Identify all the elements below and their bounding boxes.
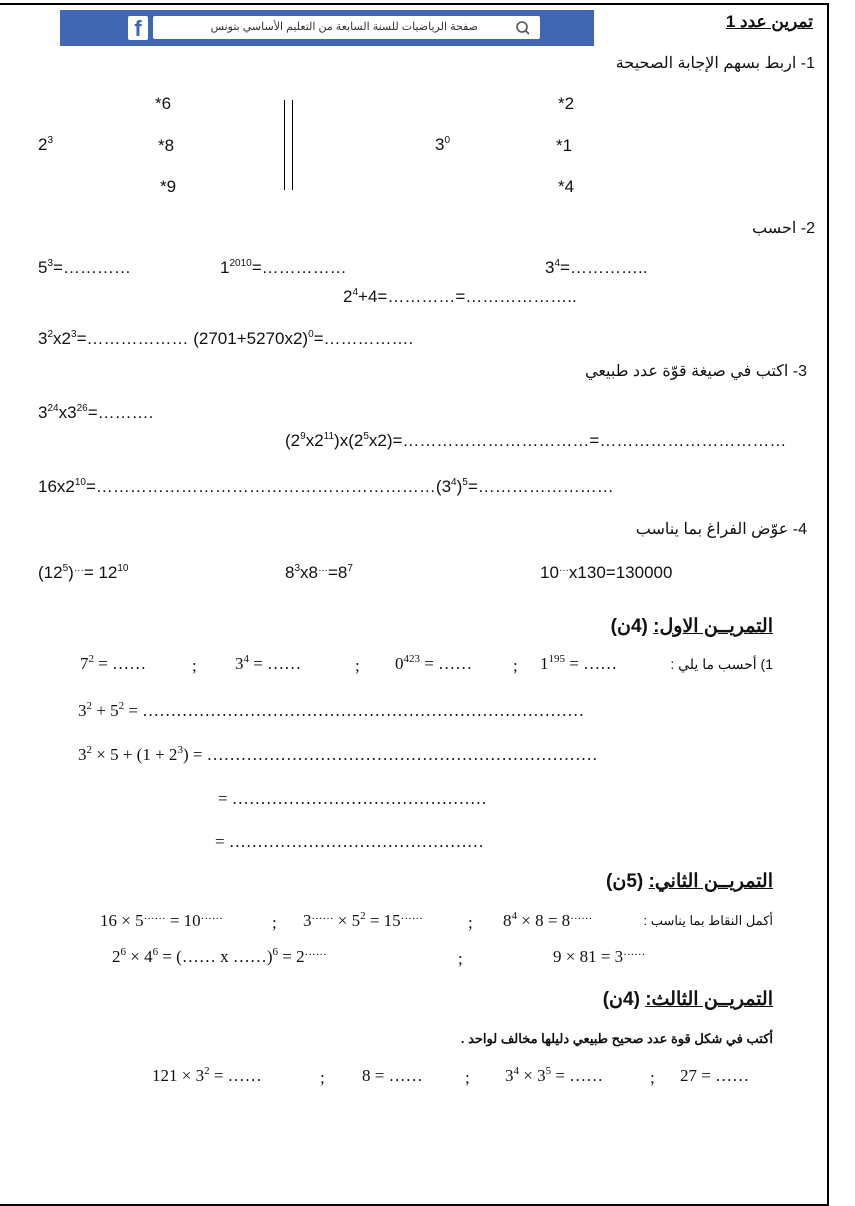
exponent: 4 bbox=[513, 1065, 519, 1077]
exponent: 24 bbox=[47, 403, 59, 414]
expression-text: 7 bbox=[80, 654, 89, 673]
q4-label: 4- عوّض الفراغ بما يناسب bbox=[635, 521, 807, 538]
exponent: 11 bbox=[323, 431, 335, 442]
expression-text: = …… bbox=[420, 654, 473, 673]
expression-text: 3 bbox=[545, 258, 555, 277]
exponent: 5 bbox=[545, 1065, 552, 1077]
worksheet-title: تمرين عدد 1 bbox=[725, 12, 813, 31]
exponent: 5 bbox=[62, 563, 69, 574]
exercise1-heading-points: (4ن) bbox=[610, 616, 654, 637]
exponent: 10 bbox=[74, 477, 86, 488]
expression-text: 3 bbox=[38, 329, 48, 348]
exponent: … bbox=[318, 563, 328, 574]
expression-text: x3 bbox=[58, 403, 77, 422]
exponent: 4 bbox=[243, 653, 249, 665]
exponent: 195 bbox=[548, 653, 565, 665]
q1-left-choice: *9 bbox=[160, 177, 177, 196]
exponent: 2 bbox=[86, 700, 92, 712]
q1-right-choice: *4 bbox=[558, 177, 575, 196]
exponent: 0 bbox=[444, 135, 451, 146]
q4-expression bbox=[540, 563, 672, 583]
expression-text: 1 bbox=[540, 654, 549, 673]
expression-text: ) bbox=[68, 563, 74, 582]
expression-text: 8 = …… bbox=[362, 1066, 423, 1085]
exponent: 3 bbox=[177, 744, 183, 756]
expression-text: =8 bbox=[328, 563, 348, 582]
expression-text: 0 bbox=[395, 654, 404, 673]
expression-text: x8 bbox=[300, 563, 318, 582]
expression-text: 3 bbox=[435, 135, 445, 154]
ex3-expression bbox=[505, 1066, 603, 1086]
exponent: 3 bbox=[47, 135, 54, 146]
expression-text: = (…… x ……) bbox=[158, 947, 273, 966]
expression-text: ) = …………………………………………………………… bbox=[182, 745, 598, 764]
exponent: 2 bbox=[118, 700, 125, 712]
ex1-expression bbox=[218, 789, 487, 809]
divider-line bbox=[284, 100, 285, 190]
expression-text: + 5 bbox=[92, 701, 119, 720]
ex1-expression bbox=[78, 701, 584, 721]
ex1-expression bbox=[395, 654, 472, 674]
ex1-expression bbox=[78, 745, 598, 765]
separator: ; bbox=[272, 913, 277, 932]
q1-right-choice: *1 bbox=[556, 136, 573, 155]
expression-text: (12 bbox=[38, 563, 63, 582]
expression-text: = …… bbox=[209, 1066, 262, 1085]
expression-text: = 10 bbox=[165, 911, 201, 930]
exponent: 2 bbox=[360, 910, 366, 922]
expression-text: ) bbox=[456, 477, 463, 496]
facebook-banner[interactable] bbox=[60, 10, 594, 46]
expression-text: = 2 bbox=[278, 947, 305, 966]
expression-text: =……………… (2701+5270x2) bbox=[76, 329, 309, 348]
exponent: … bbox=[558, 563, 569, 574]
expression-text: × 4 bbox=[126, 947, 153, 966]
expression-text: 1 bbox=[220, 258, 230, 277]
exponent: 2 bbox=[204, 1065, 210, 1077]
exponent: 3 bbox=[47, 258, 54, 269]
exponent: 2010 bbox=[229, 258, 252, 269]
exponent: 2 bbox=[88, 653, 94, 665]
q1-left-choice: *6 bbox=[155, 94, 172, 113]
exponent: 4 bbox=[451, 477, 457, 488]
ex1-expression bbox=[215, 832, 484, 852]
q1-right-choice: *2 bbox=[558, 94, 575, 113]
exponent: 3 bbox=[294, 563, 301, 574]
exponent: 2 bbox=[47, 329, 54, 340]
exponent: …… bbox=[200, 910, 223, 922]
expression-text: = 15 bbox=[365, 911, 401, 930]
exercise3-heading-title: التمريــن الثالث: bbox=[645, 989, 773, 1010]
exponent: 6 bbox=[120, 946, 126, 958]
exercise2-instruction: أكمل النقاط بما يناسب : bbox=[643, 913, 773, 928]
exponent: 6 bbox=[152, 946, 159, 958]
q2-expression bbox=[343, 287, 577, 307]
separator: ; bbox=[192, 656, 197, 675]
expression-text: = …………………………………………………………………… bbox=[124, 701, 585, 720]
exercise2-heading-title: التمريــن الثاني: bbox=[648, 871, 773, 892]
q1-label: 1- اربط بسهم الإجابة الصحيحة bbox=[615, 55, 815, 72]
expression-text: = 12 bbox=[83, 563, 118, 582]
expression-text: 3 bbox=[303, 911, 312, 930]
search-icon bbox=[514, 19, 532, 37]
exponent: 5 bbox=[462, 477, 468, 488]
facebook-search-box[interactable] bbox=[153, 16, 540, 39]
expression-text: = …… bbox=[249, 654, 302, 673]
q1-left-expression bbox=[38, 135, 53, 155]
expression-text: 2 bbox=[112, 947, 121, 966]
ex3-expression bbox=[362, 1066, 423, 1086]
exponent: 423 bbox=[403, 653, 420, 665]
exponent: …… bbox=[400, 910, 423, 922]
q2-label: 2- احسب bbox=[752, 220, 815, 237]
exponent: 26 bbox=[76, 403, 88, 414]
q4-expression bbox=[285, 563, 353, 583]
expression-text: )x(2 bbox=[334, 431, 364, 450]
exponent: 9 bbox=[300, 431, 306, 442]
expression-text: 3 bbox=[505, 1066, 514, 1085]
expression-text: =………….. bbox=[560, 258, 648, 277]
exercise1-heading-title: التمريــن الاول: bbox=[653, 616, 773, 637]
exponent: 6 bbox=[272, 946, 279, 958]
exponent: …… bbox=[570, 910, 593, 922]
exercise2-heading-points: (5ن) bbox=[606, 871, 649, 892]
ex2-expression bbox=[503, 911, 592, 931]
expression-text: = …… bbox=[551, 1066, 604, 1085]
expression-text: × 8 = 8 bbox=[517, 911, 571, 930]
expression-text: x2)=……………………………=…………………………… bbox=[368, 431, 787, 450]
expression-text: (2 bbox=[285, 431, 301, 450]
ex1-expression bbox=[540, 654, 617, 674]
exponent: …… bbox=[623, 946, 646, 958]
expression-text: =……………………………………………………(3 bbox=[86, 477, 452, 496]
q2-expression bbox=[38, 258, 131, 278]
exercise2-heading bbox=[606, 870, 773, 893]
expression-text: x2 bbox=[305, 431, 324, 450]
exponent: 4 bbox=[554, 258, 561, 269]
exponent: 7 bbox=[347, 563, 353, 574]
expression-text: = ……………………………………… bbox=[218, 789, 487, 808]
expression-text: x2 bbox=[53, 329, 71, 348]
exercise1-instruction: 1) أحسب ما يلي : bbox=[670, 656, 773, 672]
exponent: 3 bbox=[71, 329, 77, 340]
q2-expression bbox=[38, 329, 413, 349]
page-border bbox=[0, 3, 829, 1206]
expression-text: 3 bbox=[235, 654, 244, 673]
expression-text: 121 × 3 bbox=[152, 1066, 205, 1085]
expression-text: 3 bbox=[78, 701, 87, 720]
expression-text: =…………………… bbox=[467, 477, 614, 496]
ex1-expression bbox=[80, 654, 146, 674]
q4-expression bbox=[38, 563, 129, 583]
ex2-expression bbox=[100, 911, 223, 931]
q3-expression bbox=[285, 431, 786, 451]
expression-text: 16 × 5 bbox=[100, 911, 144, 930]
q2-expression bbox=[220, 258, 347, 278]
expression-text: 2 bbox=[38, 135, 48, 154]
ex3-expression bbox=[680, 1066, 749, 1086]
expression-text: × 5 + (1 + 2 bbox=[92, 745, 178, 764]
exercise1-heading bbox=[611, 615, 773, 638]
separator: ; bbox=[468, 913, 473, 932]
q1-left-choice: *8 bbox=[158, 136, 175, 155]
exponent: …… bbox=[143, 910, 166, 922]
expression-text: 10 bbox=[540, 563, 559, 582]
q3-expression bbox=[38, 403, 153, 423]
q3-expression bbox=[38, 477, 614, 497]
q1-right-expression bbox=[435, 135, 450, 155]
exponent: 4 bbox=[511, 910, 517, 922]
ex3-expression bbox=[152, 1066, 262, 1086]
exponent: …… bbox=[304, 946, 327, 958]
expression-text: =……………. bbox=[313, 329, 414, 348]
separator: ; bbox=[465, 1068, 470, 1087]
expression-text: 3 bbox=[38, 403, 48, 422]
expression-text: = ……………………………………… bbox=[215, 832, 484, 851]
separator: ; bbox=[513, 656, 518, 675]
expression-text: = …… bbox=[94, 654, 147, 673]
facebook-search-text: صفحة الرياضيات للسنة السابعة من التعليم الأساسي بتونس bbox=[210, 21, 478, 33]
expression-text: 5 bbox=[38, 258, 48, 277]
expression-text: 9 × 81 = 3 bbox=[553, 947, 624, 966]
expression-text: x130=130000 bbox=[568, 563, 673, 582]
exponent: 4 bbox=[352, 287, 359, 298]
ex2-expression bbox=[303, 911, 423, 931]
exponent: … bbox=[73, 563, 84, 574]
separator: ; bbox=[458, 949, 463, 968]
expression-text: +4=…………=……………….. bbox=[358, 287, 577, 306]
expression-text: × 3 bbox=[519, 1066, 546, 1085]
q2-expression bbox=[545, 258, 647, 278]
exercise3-instruction: أكتب في شكل قوة عدد صحيح طبيعي دليلها مخالف لواحد . bbox=[460, 1031, 773, 1046]
ex2-expression bbox=[112, 947, 327, 967]
separator: ; bbox=[320, 1068, 325, 1087]
facebook-logo-icon: f bbox=[128, 16, 148, 40]
expression-text: 16x2 bbox=[38, 477, 75, 496]
expression-text: 8 bbox=[285, 563, 295, 582]
exercise3-heading bbox=[603, 988, 773, 1011]
expression-text: 27 = …… bbox=[680, 1066, 750, 1085]
ex1-expression bbox=[235, 654, 301, 674]
expression-text: =…………… bbox=[251, 258, 347, 277]
expression-text: 2 bbox=[343, 287, 353, 306]
exponent: 2 bbox=[86, 744, 92, 756]
expression-text: 8 bbox=[503, 911, 512, 930]
exponent: 10 bbox=[117, 563, 129, 574]
expression-text: =………… bbox=[53, 258, 131, 277]
expression-text: =………. bbox=[87, 403, 154, 422]
separator: ; bbox=[355, 656, 360, 675]
exponent: 5 bbox=[363, 431, 369, 442]
separator: ; bbox=[650, 1068, 655, 1087]
divider-line bbox=[292, 100, 293, 190]
ex2-expression bbox=[553, 947, 645, 967]
q3-label: 3- اكتب في صيغة قوّة عدد طبيعي bbox=[584, 363, 807, 380]
exponent: 0 bbox=[308, 329, 314, 340]
exercise3-heading-points: (4ن) bbox=[602, 989, 646, 1010]
expression-text: × 5 bbox=[333, 911, 361, 930]
expression-text: 3 bbox=[78, 745, 87, 764]
expression-text: = …… bbox=[565, 654, 618, 673]
exponent: …… bbox=[311, 910, 334, 922]
